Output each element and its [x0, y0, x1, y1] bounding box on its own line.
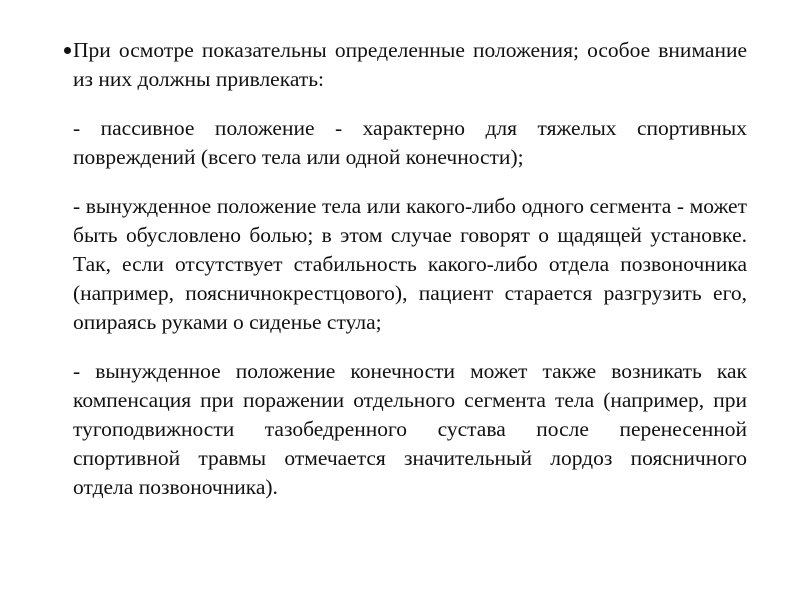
paragraph-intro-text: При осмотре показательны определенные положения; особое внимание из них должны привлекать: — [73, 38, 747, 91]
paragraph-passive-position — [73, 114, 747, 172]
paragraph-intro — [73, 36, 747, 94]
paragraph-passive-position-text: - пассивное положение - характерно для тяжелых спортивных повреждений (всего тела или одной конечности); — [73, 116, 747, 169]
bullet-icon — [64, 47, 71, 54]
paragraph-forced-limb-position — [73, 357, 747, 502]
paragraph-forced-body-position — [73, 192, 747, 337]
paragraph-forced-limb-position-text: - вынужденное положение конечности может также возникать как компенсация при поражении отдельного сегмента тела (например, при тугоподвижности тазобедренного сустава после перенесенной спортивной травмы отмечается значительный лордоз поясничного отдела позвоночника). — [73, 359, 747, 499]
paragraph-forced-body-position-text: - вынужденное положение тела или какого-либо одного сегмента - может быть обусловлено болью; в этом случае говорят о щадящей установке. Так, если отсутствует стабильность какого-либо отдела позвоночника (например, поясничнокрестцового), пациент старается разгрузить его, опираясь руками о сиденье стула; — [73, 194, 747, 334]
slide-content — [73, 36, 747, 502]
